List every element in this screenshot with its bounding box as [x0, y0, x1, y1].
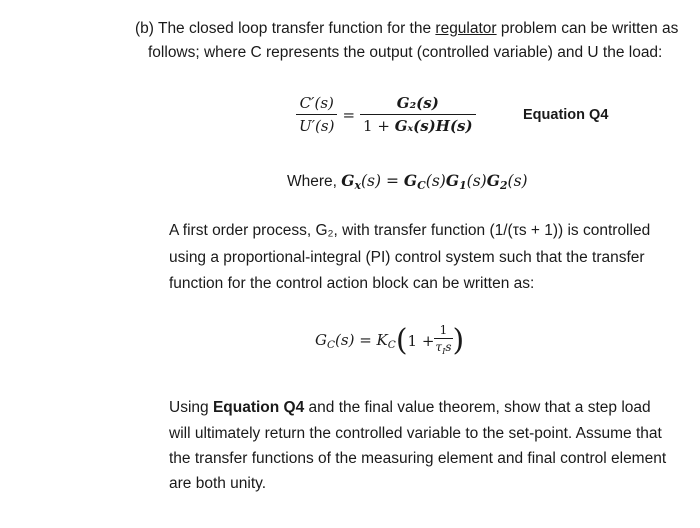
- paragraph2-text-b: and the final value theorem, show that a step load: [304, 399, 651, 416]
- paragraph2-line-3: the transfer functions of the measuring element and final control element: [169, 450, 667, 467]
- gc-fraction: [434, 323, 452, 358]
- paragraph2-line-4: are both unity.: [169, 475, 267, 492]
- rhs-fraction: [360, 93, 476, 136]
- intro-text-a: (b) The closed loop transfer function for the: [135, 20, 436, 37]
- gc-one-plus: 1 +: [407, 331, 435, 350]
- gc-fraction-numerator: 1: [439, 323, 448, 337]
- paragraph1-line-2: using a proportional-integral (PI) control system such that the transfer: [169, 249, 645, 266]
- intro-text-b: problem can be written as: [496, 20, 679, 37]
- paragraph1-line-1: A first order process, G₂, with transfer function (1/(τs + 1)) is controlled: [169, 222, 651, 239]
- rhs-denominator-term: Gₓ(s)H(s): [394, 117, 473, 135]
- right-paren: ): [452, 322, 465, 358]
- lhs-fraction-bar: [296, 114, 337, 115]
- lhs-numerator: C′(s): [299, 94, 334, 112]
- rhs-denominator-one-plus: 1 +: [363, 117, 395, 135]
- left-paren: (: [395, 322, 408, 358]
- paragraph1-line-3: function for the control action block can be written as:: [169, 275, 535, 292]
- gc-equation: [315, 323, 464, 358]
- intro-line-1: [135, 19, 678, 39]
- where-expression: $G_x(s) = G_C(s)G_1(s)G_2(s)$: [341, 171, 528, 192]
- rhs-fraction-bar: [360, 114, 476, 115]
- gc-fraction-denominator: $\tau_Is$: [435, 340, 452, 356]
- where-prefix: Where,: [287, 173, 342, 190]
- regulator-underlined-word: regulator: [435, 20, 497, 37]
- paragraph2-line-1: [169, 398, 651, 418]
- intro-line-2: follows; where C represents the output (controlled variable) and U the load:: [148, 44, 663, 61]
- equation-q4: [296, 93, 476, 136]
- where-line: [287, 171, 528, 196]
- paragraph2-line-2: will ultimately return the controlled variable to the set-point. Assume that: [169, 425, 662, 442]
- lhs-denominator: U′(s): [299, 117, 335, 135]
- equation-q4-reference: Equation Q4: [212, 399, 305, 416]
- gc-lhs: $G_C(s) = K_C$: [315, 330, 396, 351]
- equals-sign: =: [342, 105, 356, 124]
- rhs-numerator: G₂(s): [396, 94, 439, 112]
- equation-q4-label: Equation Q4: [523, 107, 609, 123]
- paragraph2-text-a: Using: [169, 399, 213, 416]
- gc-fraction-bar: [434, 338, 452, 339]
- lhs-fraction: [296, 93, 337, 136]
